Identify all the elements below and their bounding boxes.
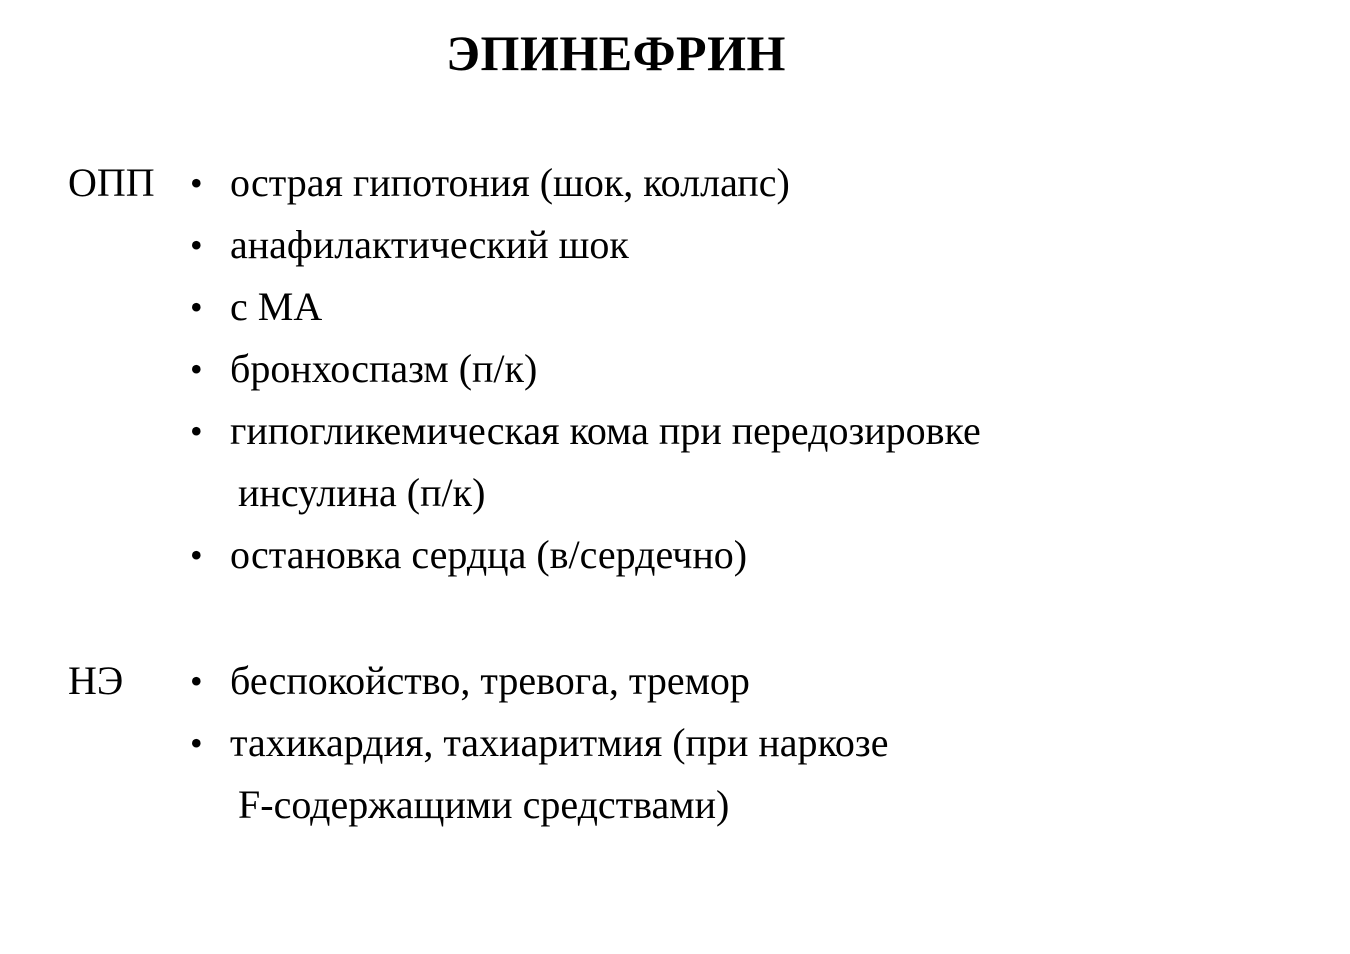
list-item-text: остановка сердца (в/сердечно) (230, 532, 748, 577)
list-item-line-continued: F-содержащими средствами) (238, 782, 730, 827)
list-item-text: бронхоспазм (п/к) (230, 346, 538, 391)
list-item (0, 712, 1350, 836)
list-item (0, 524, 1350, 586)
list-item (0, 276, 1350, 338)
list-item (0, 152, 1350, 214)
page-title: ЭПИНЕФРИН (446, 25, 786, 81)
list-item-text: острая гипотония (шок, коллапс) (230, 160, 790, 205)
bullet-list (0, 650, 1350, 836)
list-item-text: анафилактический шок (230, 222, 629, 267)
bullet-icon: • (190, 163, 203, 203)
section-label: ОПП (68, 160, 155, 205)
section-label: НЭ (68, 658, 124, 703)
list-item-text (230, 400, 1190, 524)
list-item-line-continued: инсулина (п/к) (238, 470, 486, 515)
list-item-line: гипогликемическая кома при передозировке (230, 408, 981, 453)
bullet-icon: • (190, 349, 203, 389)
list-item (0, 214, 1350, 276)
list-item (0, 650, 1350, 712)
list-item (0, 400, 1350, 524)
bullet-list (0, 152, 1350, 586)
list-item-text: беспокойство, тревога, тремор (230, 658, 750, 703)
bullet-icon: • (190, 411, 203, 451)
bullet-icon: • (190, 225, 203, 265)
list-item (0, 338, 1350, 400)
list-item-text (230, 712, 1190, 836)
list-item-text: с МА (230, 284, 323, 329)
bullet-icon: • (190, 287, 203, 327)
bullet-icon: • (190, 661, 203, 701)
list-item-line: тахикардия, тахиаритмия (при наркозе (230, 720, 889, 765)
bullet-icon: • (190, 535, 203, 575)
bullet-icon: • (190, 723, 203, 763)
